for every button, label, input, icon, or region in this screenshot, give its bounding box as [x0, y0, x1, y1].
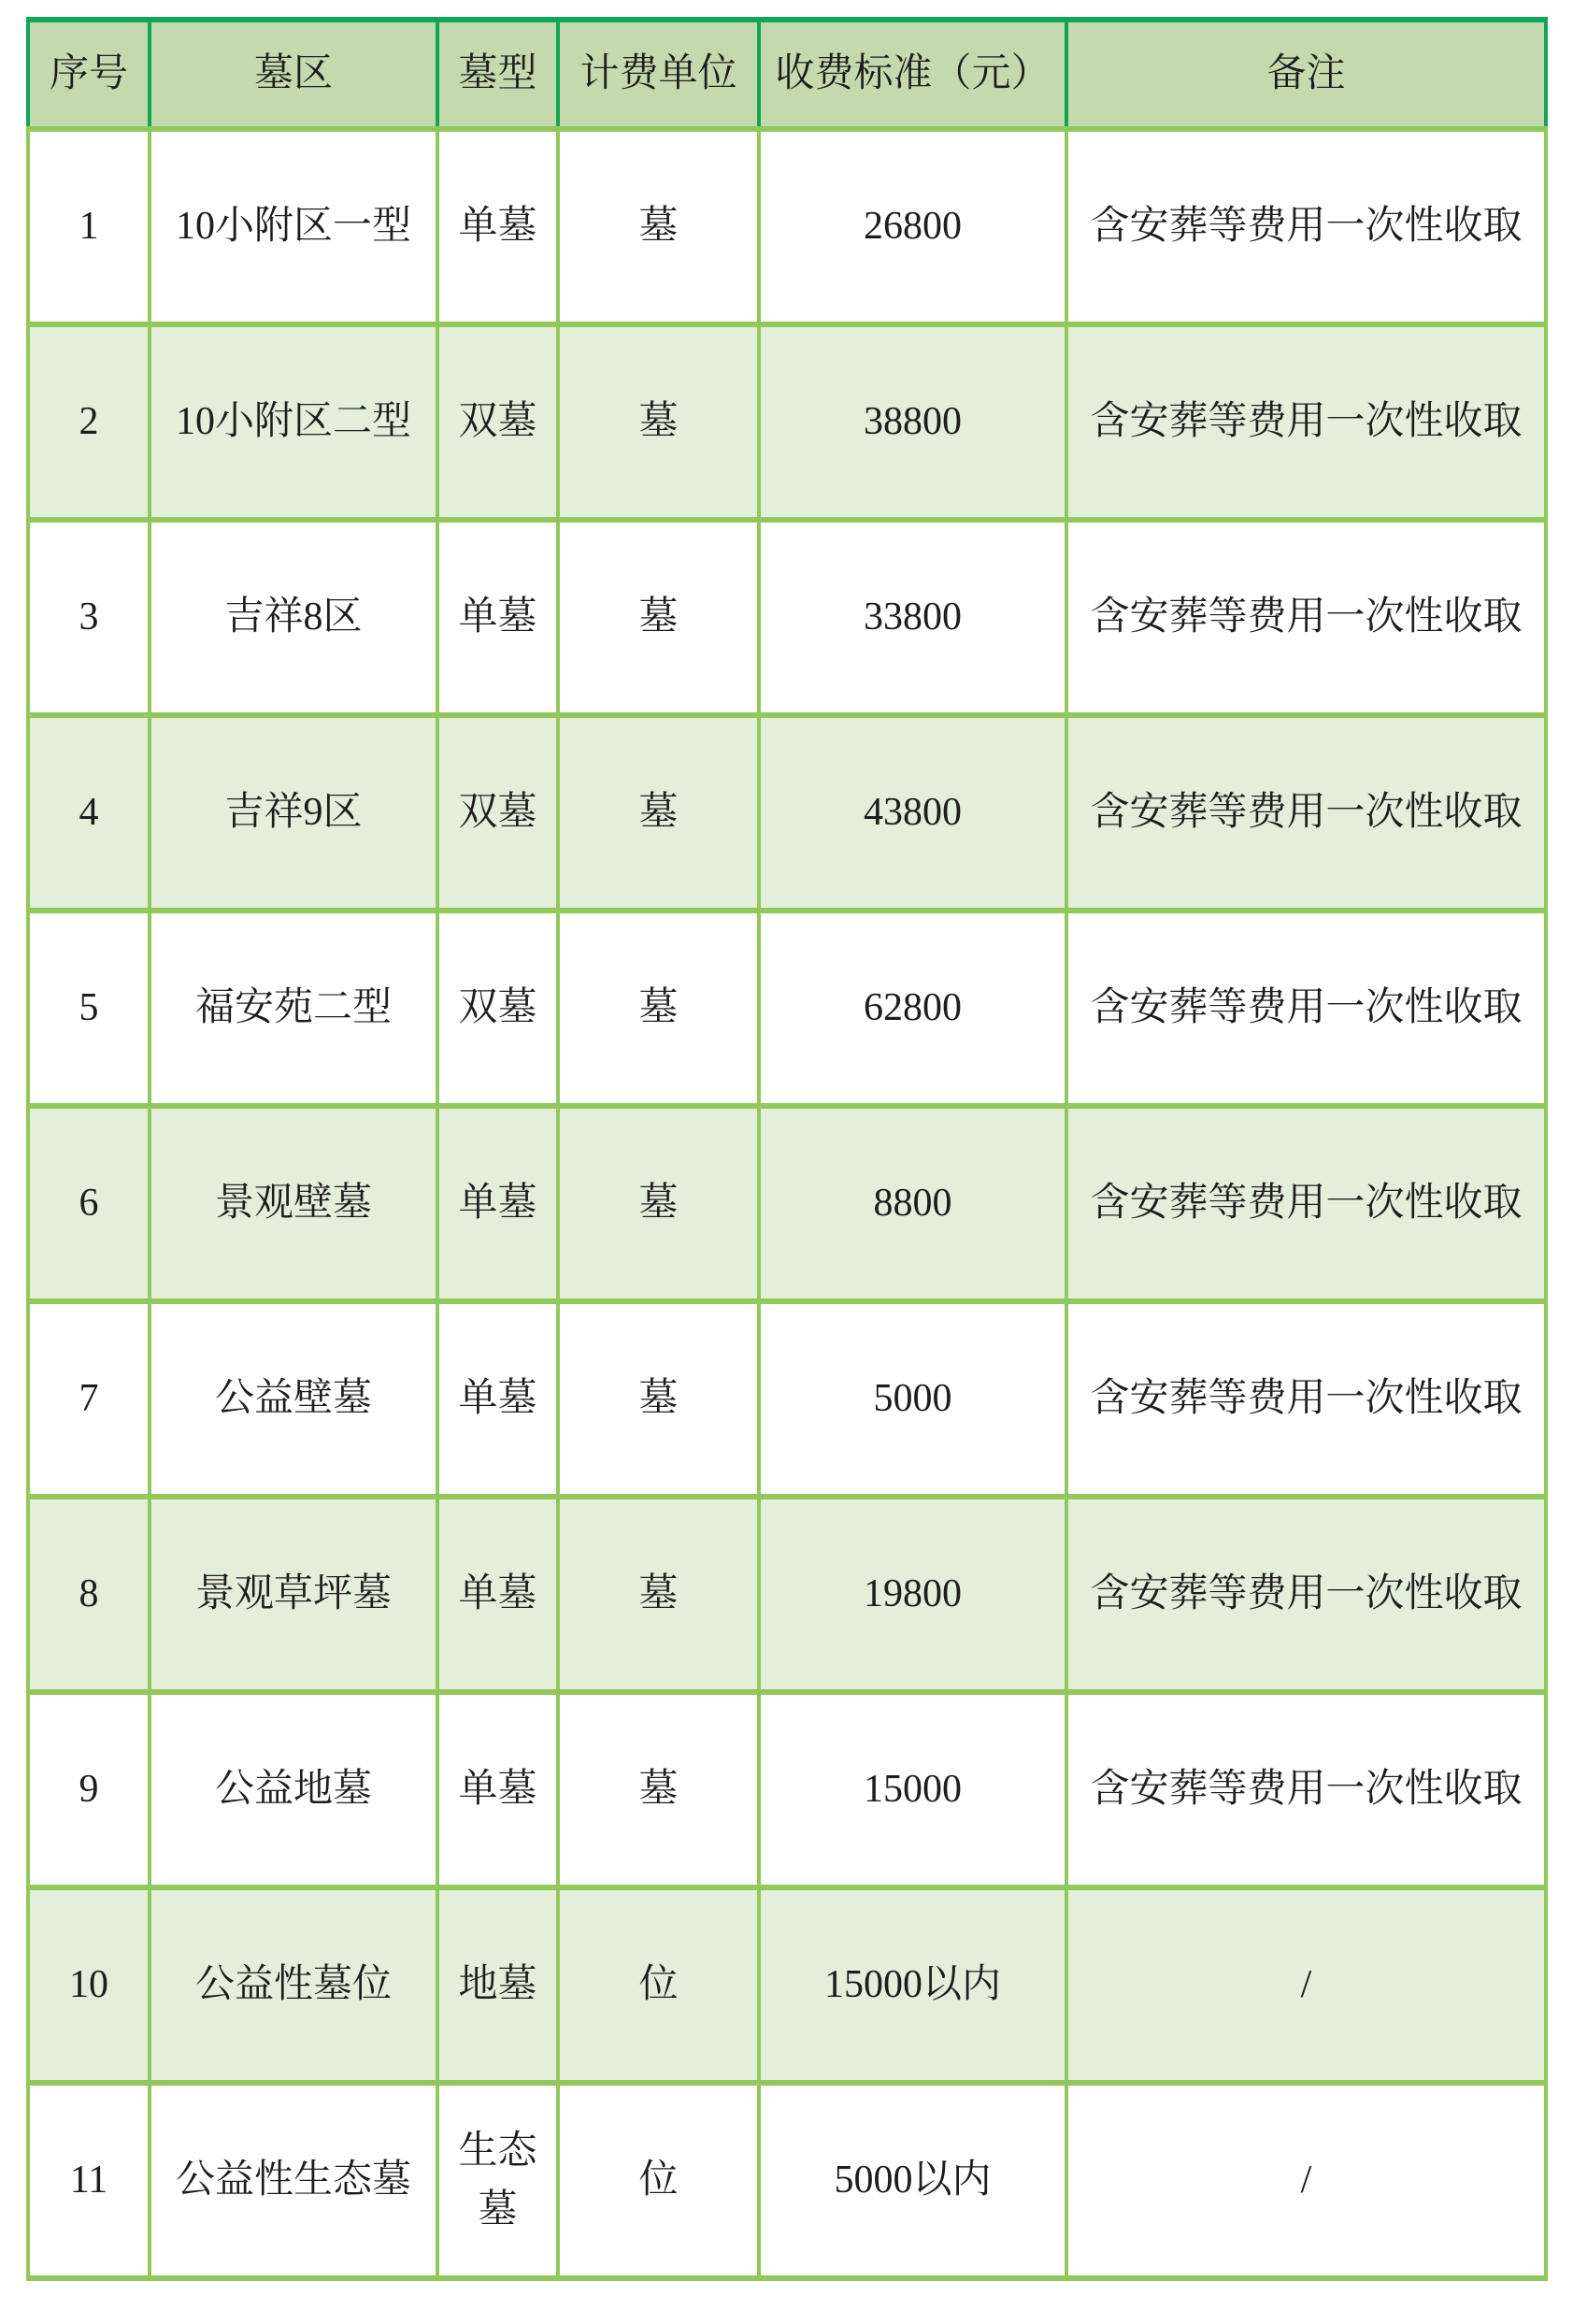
- table-row: [28, 715, 1546, 911]
- serial-cell: 10: [28, 1887, 150, 2083]
- unit-cell: 墓: [558, 1692, 759, 1887]
- fee-cell: 19800: [759, 1497, 1066, 1692]
- serial-cell: 9: [28, 1692, 150, 1887]
- header-cell-note: 备注: [1066, 20, 1546, 129]
- table-row: [28, 520, 1546, 715]
- note-cell: 含安葬等费用一次性收取: [1066, 911, 1546, 1106]
- serial-cell: 1: [28, 129, 150, 324]
- fee-cell: 15000: [759, 1692, 1066, 1887]
- header-cell-unit: 计费单位: [558, 20, 759, 129]
- table-row: [28, 1497, 1546, 1692]
- note-cell: /: [1066, 2083, 1546, 2278]
- fee-cell: 38800: [759, 324, 1066, 520]
- header-cell-type: 墓型: [437, 20, 558, 129]
- table-row: [28, 324, 1546, 520]
- header-cell-fee: 收费标准（元）: [759, 20, 1066, 129]
- note-cell: 含安葬等费用一次性收取: [1066, 129, 1546, 324]
- table-header-row: [28, 20, 1546, 129]
- type-cell: 双墓: [437, 911, 558, 1106]
- fee-cell: 5000: [759, 1301, 1066, 1497]
- unit-cell: 墓: [558, 1301, 759, 1497]
- fee-cell: 5000以内: [759, 2083, 1066, 2278]
- type-cell: 单墓: [437, 1692, 558, 1887]
- note-cell: 含安葬等费用一次性收取: [1066, 324, 1546, 520]
- area-cell: 公益性生态墓: [150, 2083, 437, 2278]
- area-cell: 吉祥9区: [150, 715, 437, 911]
- fee-cell: 43800: [759, 715, 1066, 911]
- table-row: [28, 1106, 1546, 1301]
- type-cell: 单墓: [437, 1497, 558, 1692]
- unit-cell: 位: [558, 1887, 759, 2083]
- note-cell: 含安葬等费用一次性收取: [1066, 1301, 1546, 1497]
- note-cell: /: [1066, 1887, 1546, 2083]
- serial-cell: 3: [28, 520, 150, 715]
- unit-cell: 墓: [558, 520, 759, 715]
- unit-cell: 墓: [558, 1497, 759, 1692]
- note-cell: 含安葬等费用一次性收取: [1066, 715, 1546, 911]
- fee-cell: 15000以内: [759, 1887, 1066, 2083]
- type-cell: 地墓: [437, 1887, 558, 2083]
- area-cell: 10小附区二型: [150, 324, 437, 520]
- type-cell: 双墓: [437, 324, 558, 520]
- header-cell-serial: 序号: [28, 20, 150, 129]
- serial-cell: 7: [28, 1301, 150, 1497]
- unit-cell: 位: [558, 2083, 759, 2278]
- type-cell: 生态墓: [437, 2083, 558, 2278]
- table-row: [28, 1692, 1546, 1887]
- fee-cell: 26800: [759, 129, 1066, 324]
- serial-cell: 4: [28, 715, 150, 911]
- fee-cell: 62800: [759, 911, 1066, 1106]
- area-cell: 公益性墓位: [150, 1887, 437, 2083]
- type-cell: 双墓: [437, 715, 558, 911]
- area-cell: 福安苑二型: [150, 911, 437, 1106]
- area-cell: 景观草坪墓: [150, 1497, 437, 1692]
- unit-cell: 墓: [558, 1106, 759, 1301]
- unit-cell: 墓: [558, 129, 759, 324]
- table-row: [28, 1301, 1546, 1497]
- note-cell: 含安葬等费用一次性收取: [1066, 1692, 1546, 1887]
- type-cell: 单墓: [437, 520, 558, 715]
- type-cell: 单墓: [437, 129, 558, 324]
- table-row: [28, 129, 1546, 324]
- serial-cell: 11: [28, 2083, 150, 2278]
- fee-cell: 8800: [759, 1106, 1066, 1301]
- fee-cell: 33800: [759, 520, 1066, 715]
- table-row: [28, 1887, 1546, 2083]
- area-cell: 公益地墓: [150, 1692, 437, 1887]
- unit-cell: 墓: [558, 911, 759, 1106]
- note-cell: 含安葬等费用一次性收取: [1066, 1106, 1546, 1301]
- table-row: [28, 911, 1546, 1106]
- table-row: [28, 2083, 1546, 2278]
- serial-cell: 6: [28, 1106, 150, 1301]
- header-cell-area: 墓区: [150, 20, 437, 129]
- type-cell: 单墓: [437, 1301, 558, 1497]
- unit-cell: 墓: [558, 715, 759, 911]
- area-cell: 吉祥8区: [150, 520, 437, 715]
- serial-cell: 2: [28, 324, 150, 520]
- area-cell: 景观壁墓: [150, 1106, 437, 1301]
- serial-cell: 8: [28, 1497, 150, 1692]
- area-cell: 10小附区一型: [150, 129, 437, 324]
- fee-standard-table: [26, 17, 1548, 2281]
- note-cell: 含安葬等费用一次性收取: [1066, 1497, 1546, 1692]
- serial-cell: 5: [28, 911, 150, 1106]
- unit-cell: 墓: [558, 324, 759, 520]
- note-cell: 含安葬等费用一次性收取: [1066, 520, 1546, 715]
- area-cell: 公益壁墓: [150, 1301, 437, 1497]
- type-cell: 单墓: [437, 1106, 558, 1301]
